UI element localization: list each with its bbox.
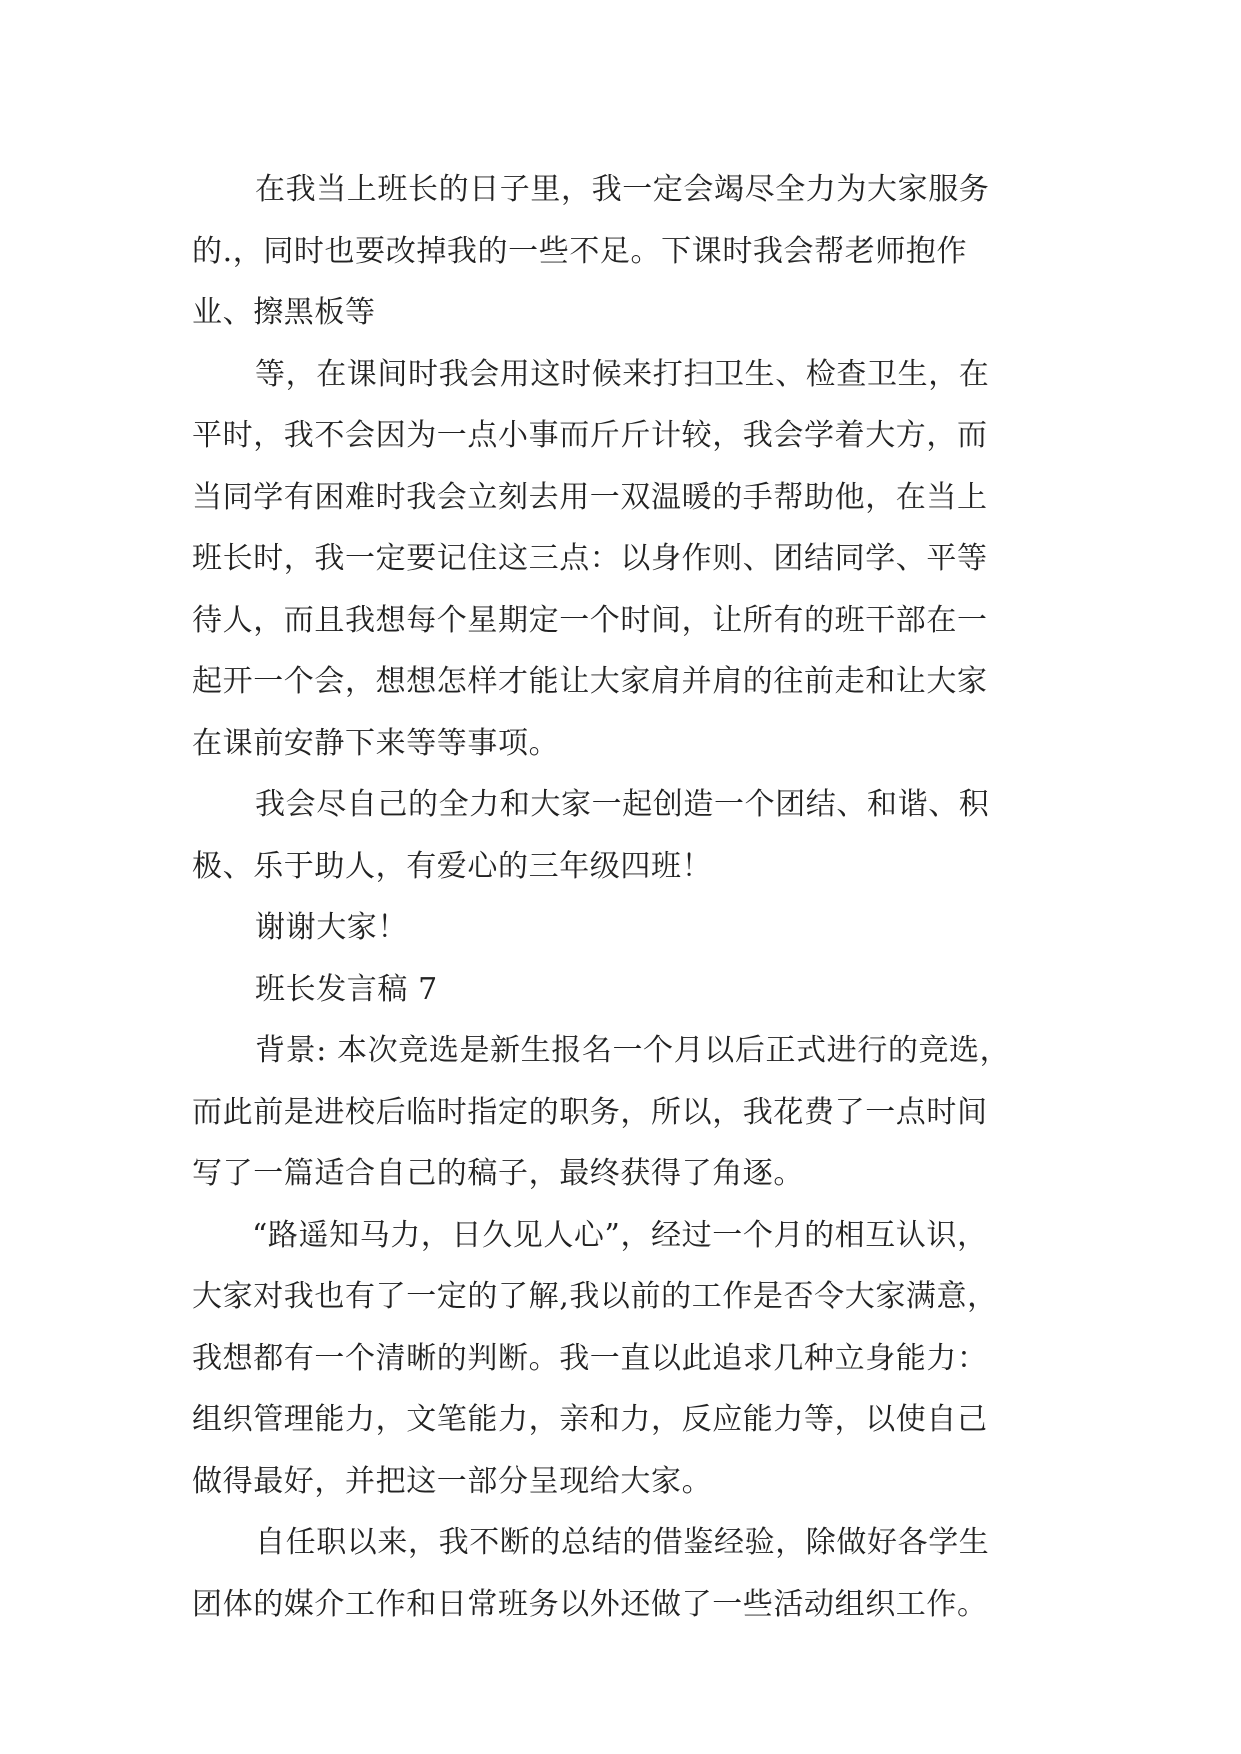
paragraph-line: 平时，我不会因为一点小事而斤斤计较，我会学着大方，而	[192, 418, 988, 453]
paragraph-line: 极、乐于助人，有爱心的三年级四班！	[192, 848, 713, 884]
paragraph-line: 背景: 本次竞选是新生报名一个月以后正式进行的竞选，	[255, 1033, 1011, 1068]
paragraph-line: 做得最好，并把这一部分呈现给大家。	[192, 1463, 713, 1499]
closing-line: 谢谢大家！	[255, 910, 408, 945]
paragraph-line: 写了一篇适合自己的稿子，最终获得了角逐。	[192, 1156, 804, 1191]
paragraph-line: 等，在课间时我会用这时候来打扫卫生、检查卫生，在	[255, 356, 990, 392]
paragraph-line: 组织管理能力，文笔能力，亲和力，反应能力等，以使自己	[192, 1402, 988, 1437]
paragraph-line: 在我当上班长的日子里，我一定会竭尽全力为大家服务	[255, 172, 990, 207]
paragraph-line: 大家对我也有了一定的了解,我以前的工作是否令大家满意，	[192, 1279, 998, 1314]
paragraph-line: 自任职以来，我不断的总结的借鉴经验，除做好各学生	[255, 1525, 990, 1560]
paragraph-line: 在课前安静下来等等事项。	[192, 725, 560, 761]
paragraph-line: 的.，同时也要改掉我的一些不足。下课时我会帮老师抱作	[192, 233, 968, 269]
paragraph-line: 而此前是进校后临时指定的职务，所以，我花费了一点时间	[192, 1094, 988, 1130]
paragraph-line: 当同学有困难时我会立刻去用一双温暖的手帮助他，在当上	[192, 479, 988, 515]
section-heading: 班长发言稿 7	[255, 971, 438, 1007]
paragraph-line: 业、擦黑板等	[192, 295, 376, 330]
paragraph-line: 团体的媒介工作和日常班务以外还做了一些活动组织工作。	[192, 1586, 988, 1622]
paragraph-line: 我想都有一个清晰的判断。我一直以此追求几种立身能力：	[192, 1340, 988, 1376]
document-body	[192, 159, 1062, 1635]
paragraph-line: 我会尽自己的全力和大家一起创造一个团结、和谐、积	[255, 787, 990, 822]
paragraph-line: “路遥知马力，日久见人心”，经过一个月的相互认识，	[252, 1217, 988, 1253]
paragraph-line: 班长时，我一定要记住这三点：以身作则、团结同学、平等	[192, 541, 988, 576]
paragraph-line: 待人，而且我想每个星期定一个时间，让所有的班干部在一	[192, 602, 988, 638]
paragraph-line: 起开一个会，想想怎样才能让大家肩并肩的往前走和让大家	[192, 664, 988, 699]
